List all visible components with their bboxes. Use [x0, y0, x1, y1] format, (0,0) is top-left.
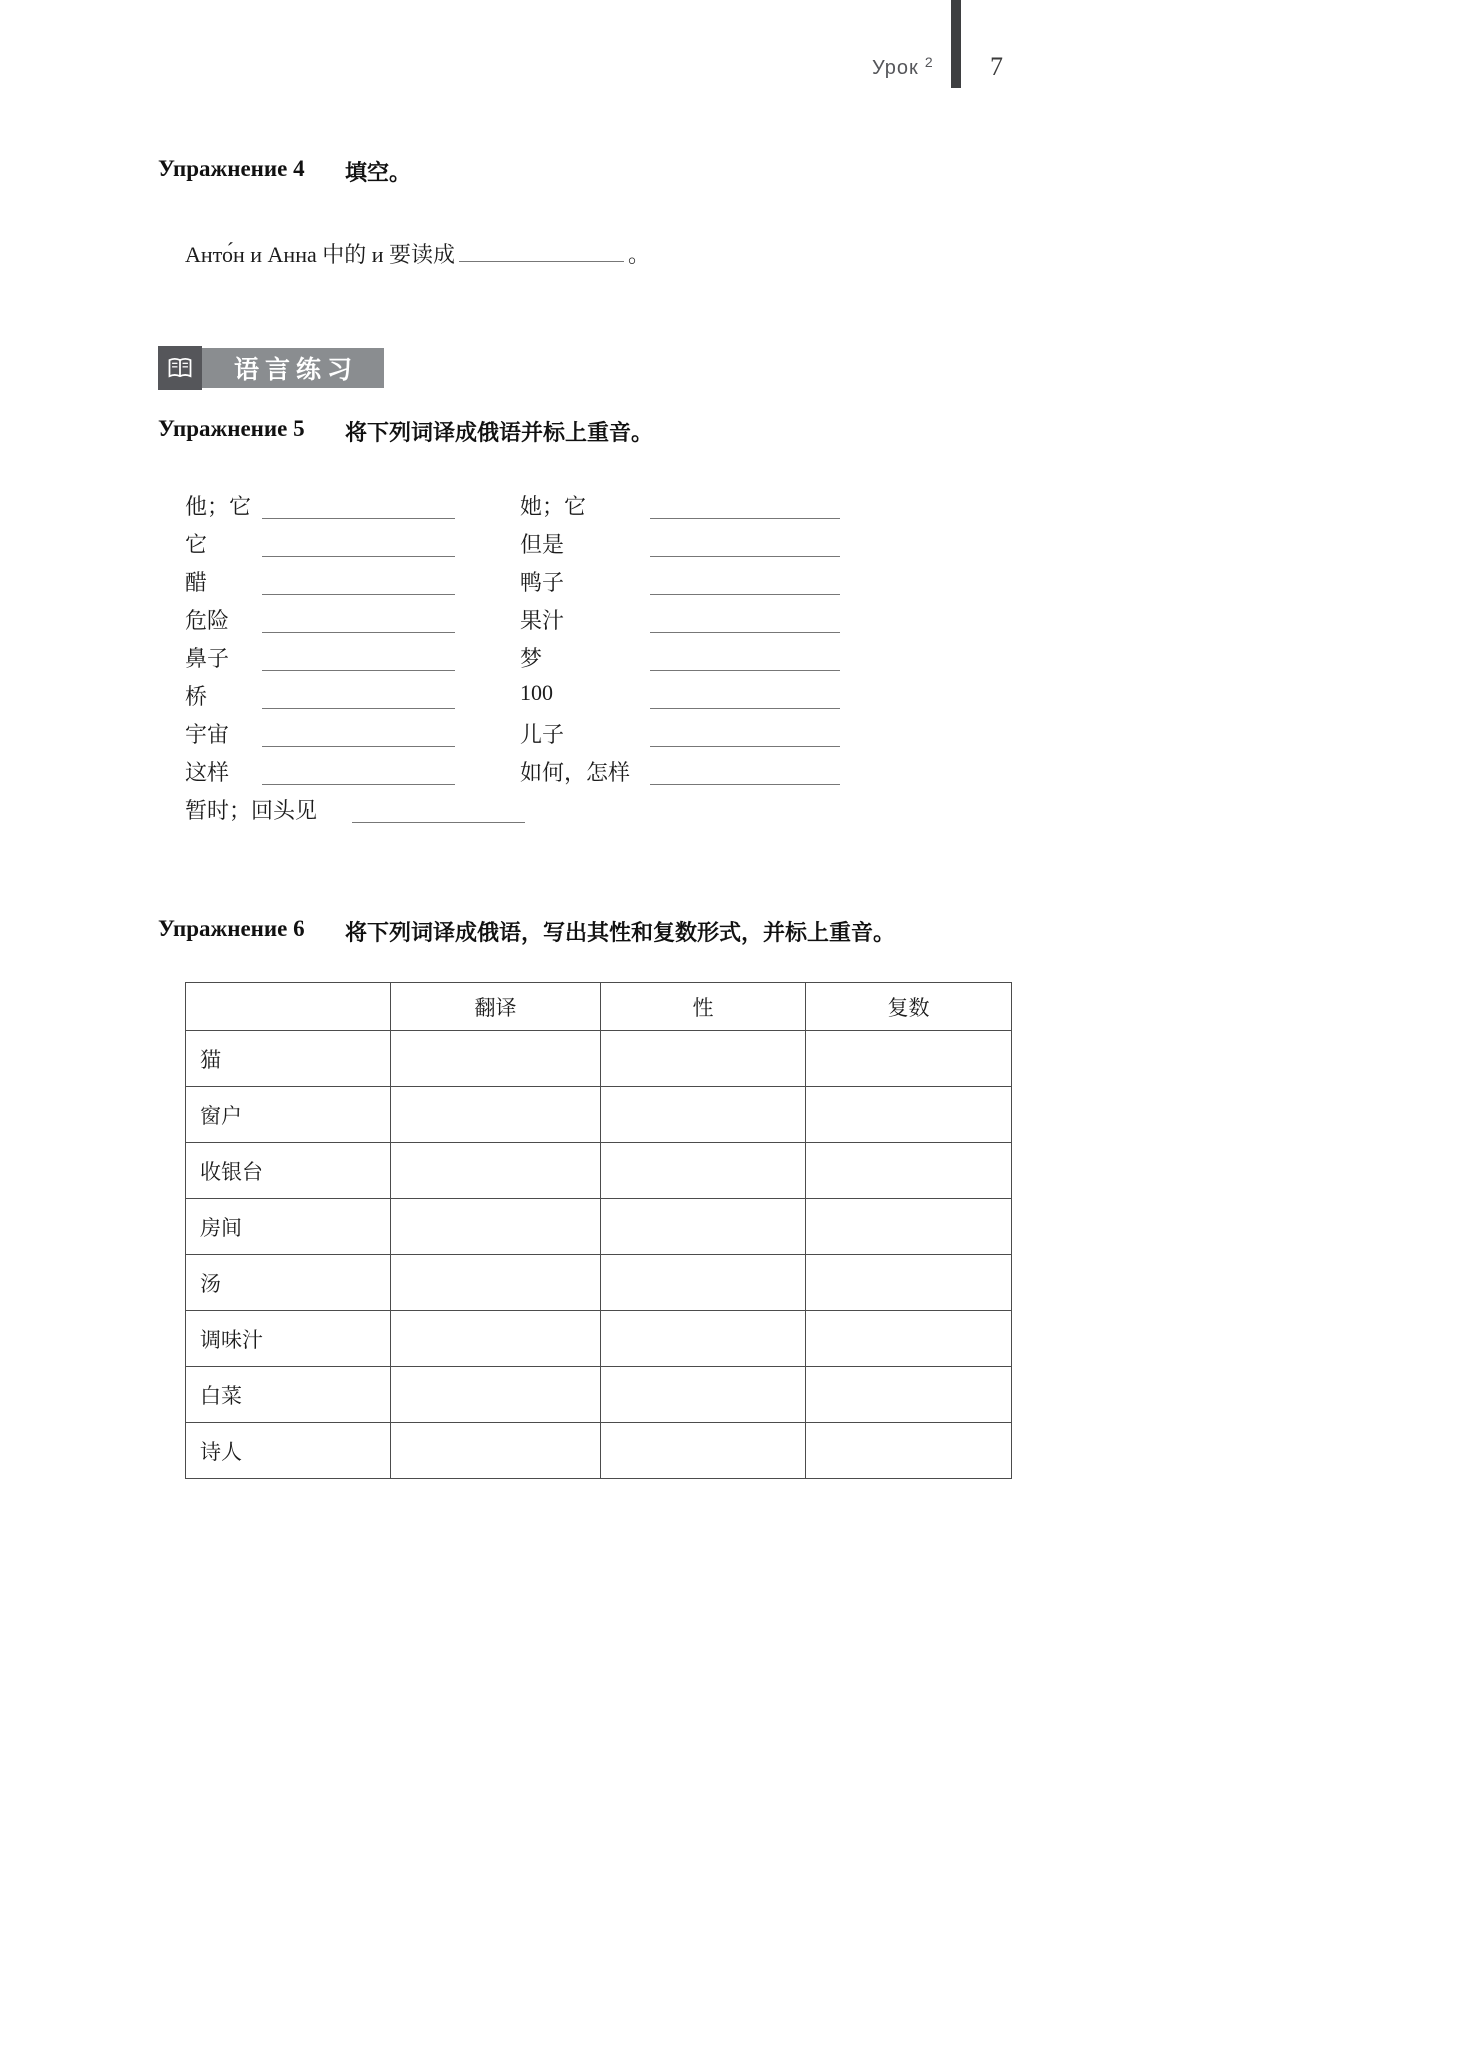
row-label: 汤 [186, 1255, 391, 1311]
header-cell-plural: 复数 [806, 983, 1012, 1031]
answer-line-right [650, 604, 840, 633]
cell-gender [601, 1031, 806, 1087]
word-label-left: 他；它 [185, 494, 252, 519]
cell-gender [601, 1423, 806, 1479]
word-label-left: 桥 [185, 684, 208, 709]
cell-translation [391, 1143, 601, 1199]
exercise6-table [185, 982, 1012, 1479]
header-cell-gender: 性 [601, 983, 806, 1031]
header-divider-bar [951, 0, 961, 88]
exercise5-instruction: 将下列词译成俄语并标上重音。 [345, 420, 654, 445]
cell-plural [806, 1031, 1012, 1087]
answer-line-right [650, 642, 840, 671]
cell-plural [806, 1087, 1012, 1143]
page-number: 7 [990, 52, 1003, 81]
answer-line-left [262, 680, 455, 709]
exercise6-title: Упражнение 6 [158, 916, 305, 941]
row-label: 窗户 [186, 1087, 391, 1143]
word-row [0, 794, 1457, 832]
answer-line-left [262, 718, 455, 747]
row-label: 房间 [186, 1199, 391, 1255]
table-row [186, 1311, 1012, 1367]
answer-line-left [262, 642, 455, 671]
cell-gender [601, 1143, 806, 1199]
word-row [0, 528, 1457, 566]
cell-gender [601, 1255, 806, 1311]
word-label-right: 梦 [520, 646, 543, 671]
table-row [186, 1031, 1012, 1087]
word-label-left: 宇宙 [185, 722, 230, 747]
word-label-left: 危险 [185, 608, 230, 633]
lesson-number: 2 [924, 54, 934, 70]
word-row [0, 604, 1457, 642]
word-label-right: 100 [520, 680, 553, 705]
answer-line-left [262, 604, 455, 633]
word-label-right: 如何，怎样 [520, 760, 631, 785]
table-row [186, 1143, 1012, 1199]
word-label-left: 暂时；回头见 [185, 798, 318, 823]
answer-line-right [650, 680, 840, 709]
word-row [0, 680, 1457, 718]
word-label-right: 儿子 [520, 722, 565, 747]
cell-plural [806, 1255, 1012, 1311]
word-label-left: 醋 [185, 570, 208, 595]
cell-translation [391, 1423, 601, 1479]
word-label-right: 果汁 [520, 608, 565, 633]
word-row [0, 756, 1457, 794]
exercise4-fill-line [185, 238, 650, 269]
row-label: 调味汁 [186, 1311, 391, 1367]
word-label-left: 鼻子 [185, 646, 230, 671]
exercise4-instruction: 填空。 [345, 160, 412, 185]
word-row [0, 490, 1457, 528]
word-label-right: 但是 [520, 532, 565, 557]
table-header-row [186, 983, 1012, 1031]
word-row [0, 642, 1457, 680]
answer-line-left [262, 528, 455, 557]
cell-translation [391, 1255, 601, 1311]
row-label: 白菜 [186, 1367, 391, 1423]
header-cell-translation: 翻译 [391, 983, 601, 1031]
book-icon [158, 346, 202, 390]
word-row [0, 566, 1457, 604]
table-row [186, 1367, 1012, 1423]
row-label: 猫 [186, 1031, 391, 1087]
cell-gender [601, 1087, 806, 1143]
cell-gender [601, 1367, 806, 1423]
cell-translation [391, 1087, 601, 1143]
cell-plural [806, 1423, 1012, 1479]
section-title: 语言练习 [233, 356, 358, 384]
answer-line-right [650, 566, 840, 595]
cell-translation [391, 1199, 601, 1255]
word-row [0, 718, 1457, 756]
row-label: 诗人 [186, 1423, 391, 1479]
header-cell-word [186, 983, 391, 1031]
word-label-right: 她；它 [520, 494, 587, 519]
fill-text-suffix: 。 [628, 242, 651, 267]
word-label-right: 鸭子 [520, 570, 565, 595]
answer-line-right [650, 756, 840, 785]
section-title-bar [202, 348, 384, 388]
word-label-left: 它 [185, 532, 208, 557]
table-row [186, 1423, 1012, 1479]
table-row [186, 1199, 1012, 1255]
fill-blank-line [459, 241, 624, 262]
lesson-word: Урок [872, 57, 919, 79]
cell-translation [391, 1367, 601, 1423]
answer-line-left [352, 794, 525, 823]
cell-plural [806, 1367, 1012, 1423]
answer-line-left [262, 756, 455, 785]
answer-line-right [650, 718, 840, 747]
fill-text-prefix: Анто́н и Анна 中的 и 要读成 [185, 242, 456, 267]
answer-line-right [650, 528, 840, 557]
cell-gender [601, 1199, 806, 1255]
cell-plural [806, 1311, 1012, 1367]
row-label: 收银台 [186, 1143, 391, 1199]
cell-gender [601, 1311, 806, 1367]
cell-translation [391, 1031, 601, 1087]
cell-plural [806, 1143, 1012, 1199]
answer-line-left [262, 490, 455, 519]
cell-translation [391, 1311, 601, 1367]
table-row [186, 1255, 1012, 1311]
word-label-left: 这样 [185, 760, 230, 785]
answer-line-right [650, 490, 840, 519]
table-row [186, 1087, 1012, 1143]
cell-plural [806, 1199, 1012, 1255]
exercise4-title: Упражнение 4 [158, 156, 305, 181]
exercise6-instruction: 将下列词译成俄语，写出其性和复数形式，并标上重音。 [345, 920, 896, 945]
exercise5-title: Упражнение 5 [158, 416, 305, 441]
lesson-label [872, 54, 934, 80]
answer-line-left [262, 566, 455, 595]
